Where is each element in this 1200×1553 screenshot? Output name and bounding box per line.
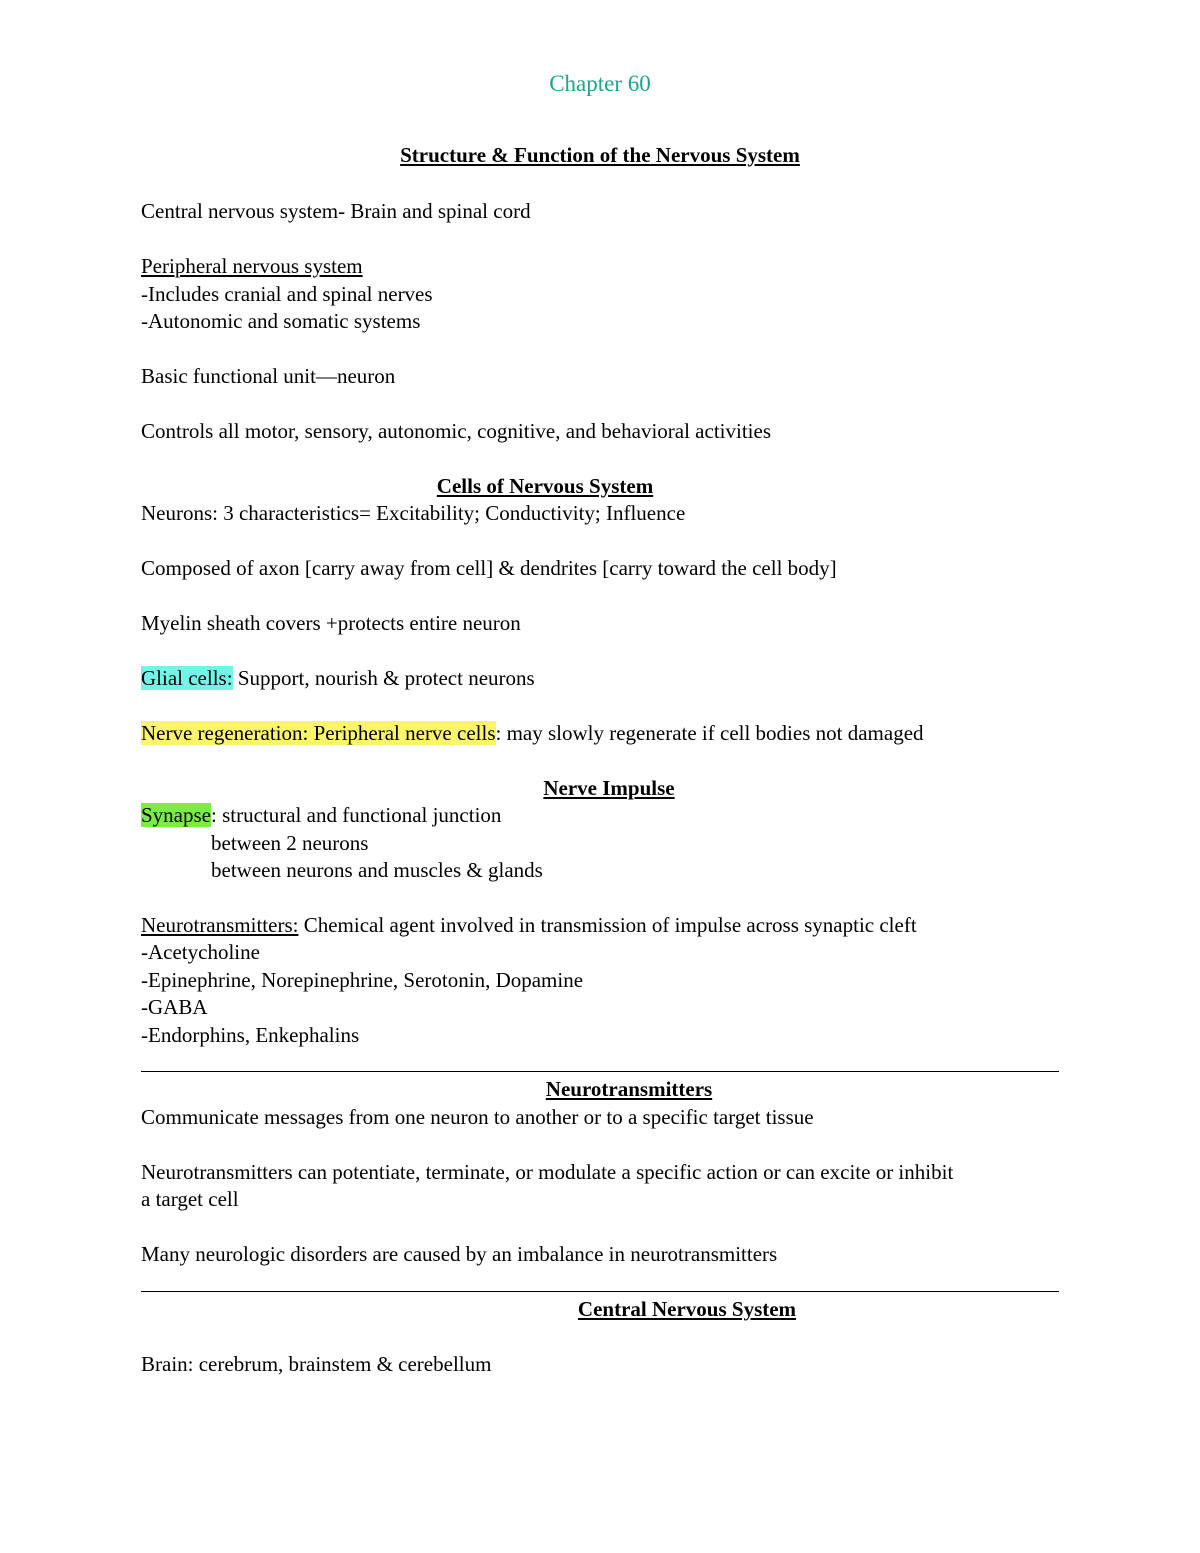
glial-label-highlight: Glial cells: — [141, 666, 233, 690]
myelin-line: Myelin sheath covers +protects entire neuron — [141, 611, 521, 635]
neurotransmitters-text: Chemical agent involved in transmission of impulse across synaptic cleft — [298, 913, 917, 937]
section-heading-structure: Structure & Function of the Nervous System — [400, 143, 800, 167]
neurotransmitters-line — [141, 911, 917, 939]
cns-definition: Central nervous system- Brain and spinal cord — [141, 199, 531, 223]
nt-communicate-line: Communicate messages from one neuron to another or to a specific target tissue — [141, 1105, 814, 1129]
section-divider — [141, 1071, 1059, 1072]
regeneration-line — [141, 719, 924, 747]
neurons-line: Neurons: 3 characteristics= Excitability; Conductivity; Influence — [141, 501, 686, 525]
neurotransmitter-item: -Endorphins, Enkephalins — [141, 1023, 360, 1047]
controls-line: Controls all motor, sensory, autonomic, cognitive, and behavioral activities — [141, 419, 771, 443]
neurotransmitter-item: -GABA — [141, 995, 208, 1019]
composed-line: Composed of axon [carry away from cell] & dendrites [carry toward the cell body] — [141, 556, 837, 580]
neurotransmitters-label: Neurotransmitters: — [141, 913, 299, 937]
synapse-item: between neurons and muscles & glands — [211, 858, 543, 882]
glial-text: Support, nourish & protect neurons — [232, 666, 535, 690]
neurotransmitter-item: -Acetycholine — [141, 940, 260, 964]
section-heading-impulse: Nerve Impulse — [543, 776, 675, 800]
glial-line — [141, 664, 535, 692]
chapter-title: Chapter 60 — [549, 71, 651, 96]
section-heading-cells: Cells of Nervous System — [436, 474, 654, 498]
pns-label: Peripheral nervous system — [141, 254, 363, 278]
regeneration-label-highlight: Nerve regeneration: Peripheral nerve cells — [141, 721, 496, 745]
nt-potentiate-line-cont: a target cell — [141, 1187, 239, 1211]
functional-unit-line: Basic functional unit—neuron — [141, 364, 396, 388]
synapse-label-highlight: Synapse — [141, 803, 211, 827]
neurotransmitter-item: -Epinephrine, Norepinephrine, Serotonin, Dopamine — [141, 968, 584, 992]
regeneration-text: : may slowly regenerate if cell bodies not damaged — [495, 721, 924, 745]
synapse-text: : structural and functional junction — [211, 803, 502, 827]
section-heading-cns: Central Nervous System — [577, 1297, 797, 1321]
nt-potentiate-line: Neurotransmitters can potentiate, terminate, or modulate a specific action or can excite or inhibit — [141, 1160, 954, 1184]
section-divider — [141, 1291, 1059, 1292]
nt-disorders-line: Many neurologic disorders are caused by an imbalance in neurotransmitters — [141, 1242, 778, 1266]
pns-item: -Includes cranial and spinal nerves — [141, 282, 433, 306]
synapse-line — [141, 801, 501, 829]
section-heading-neurotransmitters: Neurotransmitters — [545, 1077, 713, 1101]
synapse-item: between 2 neurons — [211, 831, 369, 855]
pns-item: -Autonomic and somatic systems — [141, 309, 421, 333]
brain-line: Brain: cerebrum, brainstem & cerebellum — [141, 1352, 492, 1376]
